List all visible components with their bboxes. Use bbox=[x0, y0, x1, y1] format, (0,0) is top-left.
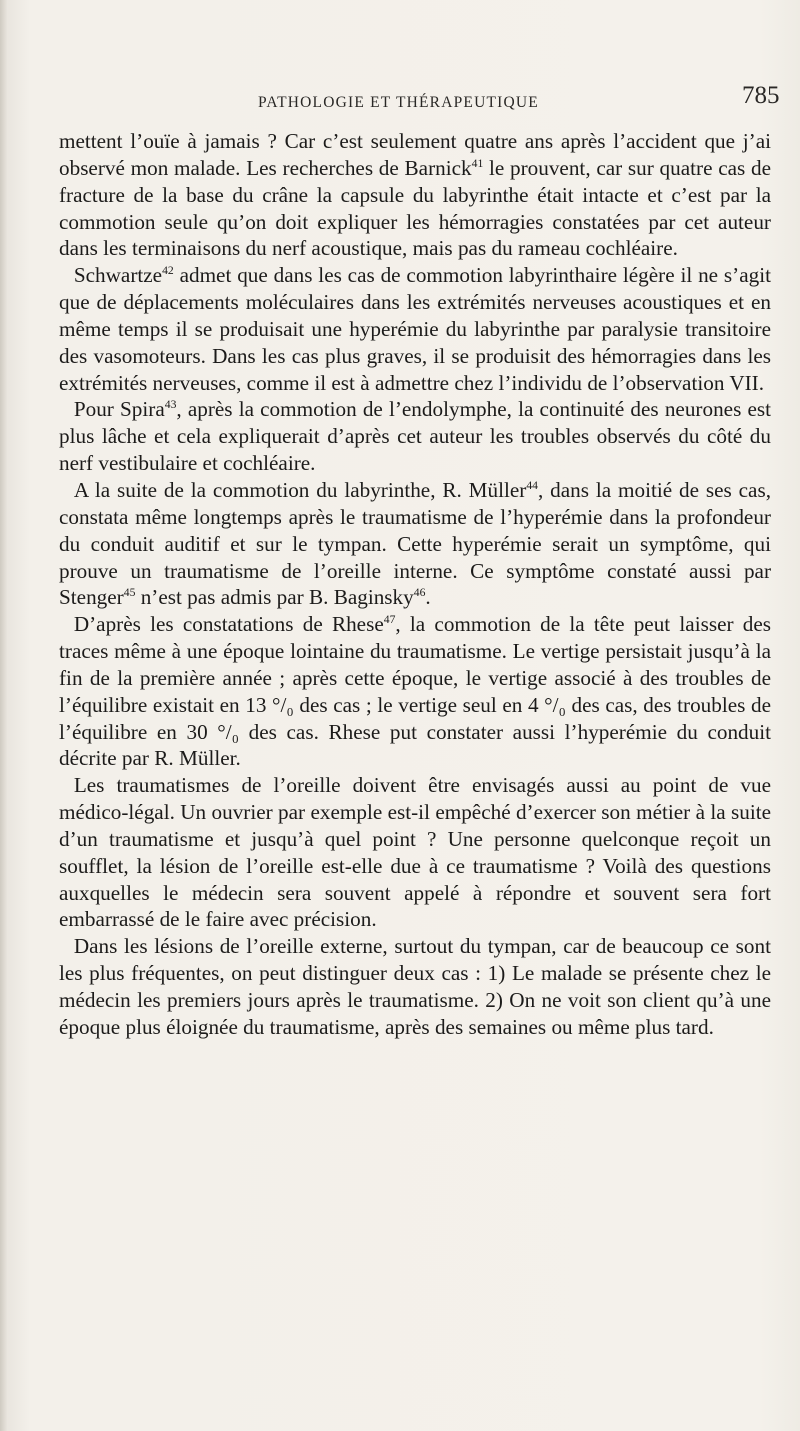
footnote-ref: 47 bbox=[383, 613, 396, 627]
footnote-ref: 42 bbox=[162, 264, 174, 278]
footnote-ref: 43 bbox=[164, 398, 177, 412]
paragraph bbox=[59, 128, 771, 262]
paragraph bbox=[59, 772, 771, 933]
page-number: 785 bbox=[742, 82, 780, 109]
text-segment: Schwartze bbox=[73, 263, 163, 288]
running-head bbox=[0, 82, 800, 120]
text-segment: , après la commotion de l’endolymphe, la continuité des neurones est plus lâche et cela expliquerait d’après cet auteur les troubles observés du côté du nerf vestibulaire et cochléaire. bbox=[59, 397, 771, 476]
text-segment: , la commotion de la tête peut laisser des traces même à une époque lointaine du traumatisme. Le vertige persistait jusqu’à la fin de la première année ; après cette époque, le vertige associé à des troubles de l’équilibre existait en 13 °/₀ des cas ; le vertige seul en 4 °/₀ des cas, des troubles de l’équilibre en 30 °/₀ des cas. Rhese put constater aussi l’hyperémie du conduit décrite par R. Müller. bbox=[59, 612, 772, 771]
paragraph bbox=[59, 396, 771, 477]
text-segment: . bbox=[425, 585, 431, 610]
text-segment: Dans les lésions de l’oreille externe, surtout du tympan, car de beaucoup ce sont les plus fréquentes, on peut distinguer deux cas : 1) Le malade se présente chez le médecin les premiers jours après le traumatisme. 2) On ne voit son client qu’à une époque plus éloignée du traumatisme, après des semaines ou même plus tard. bbox=[59, 934, 771, 1039]
text-segment: admet que dans les cas de commotion labyrinthaire légère il ne s’agit que de déplacements moléculaires dans les extrémités nerveuses acoustiques et en même temps il se produisait une hyperémie du labyrinthe par paralysie transitoire des vasomoteurs. Dans les cas plus graves, il se produisit des hémorragies dans les extrémités nerveuses, comme il est à admettre chez l’individu de l’observation VII. bbox=[59, 263, 771, 395]
text-segment: le prouvent, car sur quatre cas de fracture de la base du crâne la capsule du labyrinthe était intacte et c’est par la commotion seule qu’on doit expliquer les hémorragies constatées par cet auteur dans les terminaisons du nerf acoustique, mais pas du rameau cochléaire. bbox=[59, 155, 771, 261]
running-title: PATHOLOGIE ET THÉRAPEUTIQUE bbox=[258, 94, 539, 111]
text-segment: mettent l’ouïe à jamais ? Car c’est seulement quatre ans après l’accident que j’ai observé mon malade. Les recherches de Barnick bbox=[59, 129, 771, 180]
page-spine-shadow bbox=[0, 0, 8, 1431]
text-segment: , dans la moitié de ses cas, constata même longtemps après le traumatisme de l’hyperémie dans la profondeur du conduit auditif et sur le tympan. Cette hyperémie serait un symptôme, qui prouve un traumatisme de l’oreille interne. Ce symptôme constaté aussi par Stenger bbox=[59, 477, 771, 610]
paragraph bbox=[59, 611, 771, 772]
paragraph bbox=[59, 262, 771, 396]
paragraph bbox=[59, 933, 771, 1040]
footnote-ref: 46 bbox=[413, 586, 426, 600]
footnote-ref: 45 bbox=[123, 586, 136, 600]
footnote-ref: 44 bbox=[526, 478, 538, 492]
text-segment: Pour Spira bbox=[73, 397, 165, 422]
footnote-ref: 41 bbox=[471, 156, 484, 170]
text-segment: n’est pas admis par B. Baginsky bbox=[135, 585, 414, 610]
body-text bbox=[59, 128, 771, 1041]
text-segment: D’après les constatations de Rhese bbox=[73, 612, 384, 637]
paragraph bbox=[59, 477, 771, 611]
text-segment: Les traumatismes de l’oreille doivent être envisagés aussi au point de vue médico-légal. Un ouvrier par exemple est-il empêché d’exercer son métier à la suite d’un traumatisme et jusqu’à quel point ? Une personne quelconque reçoit un soufflet, la lésion de l’oreille est-elle due à ce traumatisme ? Voilà des questions auxquelles le médecin sera souvent appelé à répondre et souvent sera fort embarrassé de le faire avec précision. bbox=[59, 773, 771, 932]
text-segment: A la suite de la commotion du labyrinthe, R. Müller bbox=[73, 477, 527, 502]
